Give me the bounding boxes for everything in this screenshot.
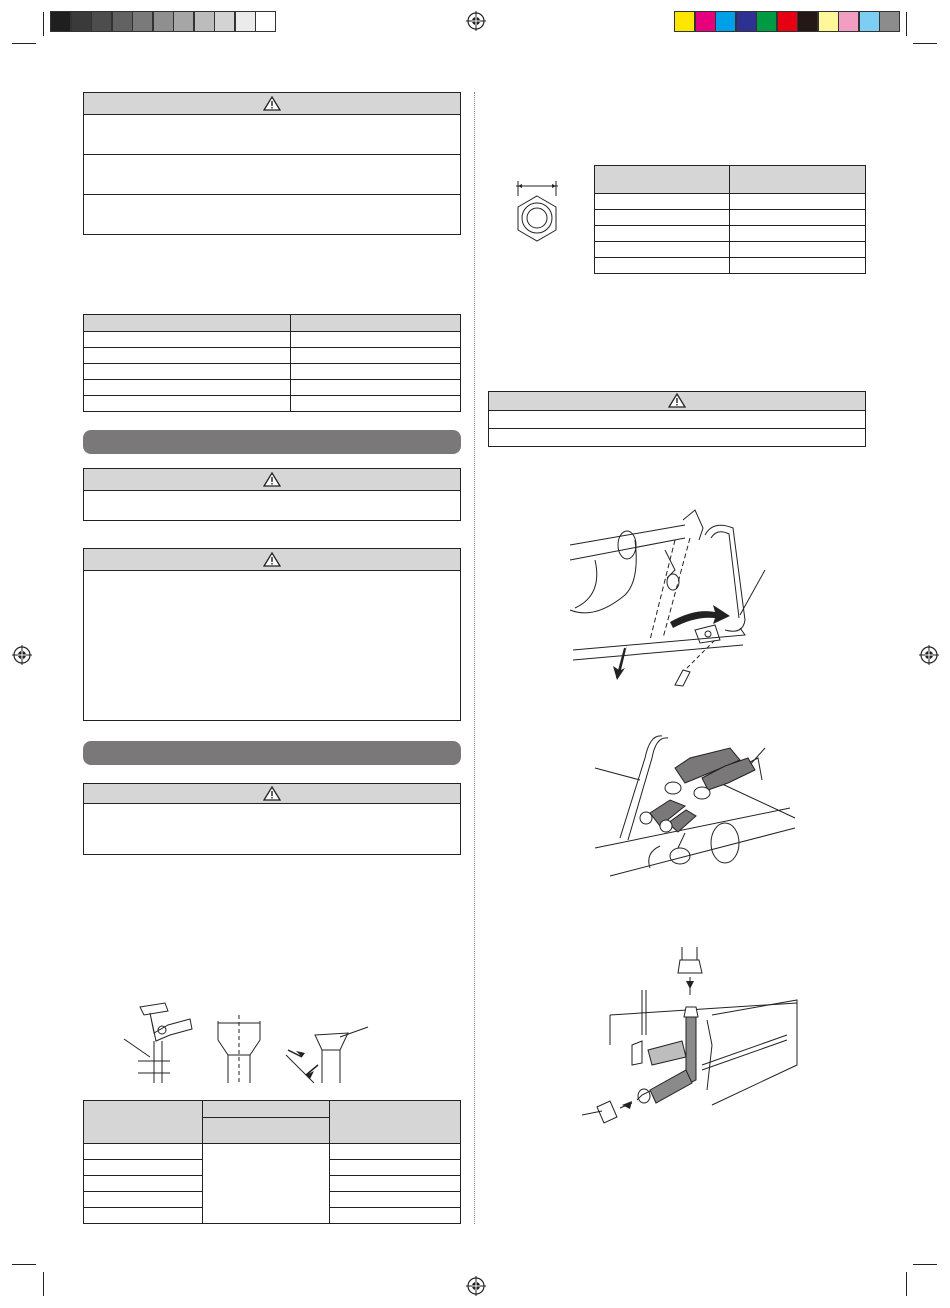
warning-row — [84, 155, 460, 195]
color-swatch — [777, 11, 798, 32]
hex-nut-icon — [508, 178, 566, 248]
gray-swatch — [132, 11, 153, 32]
gray-swatch — [173, 11, 194, 32]
table-cell — [730, 166, 866, 194]
table-cell — [330, 1208, 461, 1224]
registration-mark-icon — [466, 1276, 486, 1296]
color-swatch — [838, 11, 859, 32]
warning-box — [83, 468, 461, 521]
warning-row — [84, 195, 460, 235]
table-cell — [203, 1101, 330, 1118]
color-swatch — [736, 11, 757, 32]
pipe-connection-illustration — [590, 728, 805, 883]
table-cell — [330, 1101, 461, 1144]
color-swatch — [797, 11, 818, 32]
warning-header — [84, 469, 460, 491]
table-cell — [291, 380, 461, 396]
table-cell — [203, 1118, 330, 1144]
table-cell — [84, 364, 291, 380]
crop-mark — [12, 1264, 36, 1265]
table-cell — [291, 396, 461, 412]
warning-row — [489, 429, 865, 447]
warning-row — [84, 115, 460, 155]
table-cell — [291, 332, 461, 348]
crop-mark — [906, 1272, 907, 1296]
gray-swatch — [112, 11, 133, 32]
flare-dimension-table — [83, 1100, 461, 1224]
table-cell — [84, 332, 291, 348]
flare-nut-connection-illustration — [582, 945, 802, 1130]
column-divider — [474, 92, 475, 1224]
warning-box — [83, 92, 461, 235]
color-swatch — [674, 11, 695, 32]
crop-mark — [43, 1272, 44, 1296]
warning-box — [83, 783, 461, 855]
table-cell — [730, 210, 866, 226]
table-cell — [84, 1144, 203, 1160]
unit-bracket-illustration — [565, 500, 775, 690]
warning-box — [83, 548, 461, 721]
registration-mark-icon — [919, 645, 939, 665]
table-cell — [730, 226, 866, 242]
warning-header — [84, 549, 460, 571]
gray-swatch — [71, 11, 92, 32]
spec-table — [83, 314, 461, 412]
table-cell — [203, 1144, 330, 1224]
table-cell — [595, 258, 730, 274]
table-cell — [84, 315, 291, 332]
section-header-bar — [83, 741, 461, 765]
color-swatch — [818, 11, 839, 32]
flare-tool-illustration — [110, 995, 380, 1090]
crop-mark — [12, 43, 36, 44]
warning-header — [489, 392, 865, 411]
table-cell — [84, 396, 291, 412]
crop-mark — [913, 43, 937, 44]
warning-triangle-icon — [263, 472, 281, 487]
table-cell — [595, 242, 730, 258]
crop-mark — [906, 12, 907, 36]
table-cell — [595, 226, 730, 242]
warning-triangle-icon — [263, 96, 281, 111]
table-cell — [730, 194, 866, 210]
table-cell — [84, 1160, 203, 1176]
section-header-bar — [83, 430, 461, 454]
gray-swatch — [50, 11, 71, 32]
table-cell — [330, 1160, 461, 1176]
registration-mark-icon — [12, 645, 32, 665]
warning-triangle-icon — [263, 786, 281, 801]
gray-swatch — [91, 11, 112, 32]
warning-triangle-icon — [668, 393, 686, 408]
table-cell — [84, 1176, 203, 1192]
table-cell — [330, 1144, 461, 1160]
color-swatch — [715, 11, 736, 32]
table-cell — [291, 348, 461, 364]
torque-table — [594, 165, 866, 274]
table-cell — [595, 194, 730, 210]
table-cell — [84, 1101, 203, 1144]
crop-mark — [913, 1264, 937, 1265]
table-cell — [730, 242, 866, 258]
warning-triangle-icon — [263, 552, 281, 567]
table-cell — [330, 1192, 461, 1208]
crop-mark — [43, 12, 44, 36]
table-cell — [84, 1192, 203, 1208]
table-cell — [330, 1176, 461, 1192]
warning-row — [489, 411, 865, 429]
warning-header — [84, 784, 460, 804]
table-cell — [291, 315, 461, 332]
gray-swatch — [214, 11, 235, 32]
table-cell — [84, 380, 291, 396]
color-swatch — [859, 11, 880, 32]
gray-swatch — [235, 11, 256, 32]
warning-header — [84, 93, 460, 115]
gray-swatch — [255, 11, 276, 32]
color-swatch — [879, 11, 900, 32]
color-swatch — [756, 11, 777, 32]
table-cell — [595, 166, 730, 194]
table-cell — [595, 210, 730, 226]
table-cell — [84, 348, 291, 364]
table-cell — [730, 258, 866, 274]
table-cell — [84, 1208, 203, 1224]
registration-mark-icon — [466, 11, 486, 31]
gray-swatch — [153, 11, 174, 32]
color-swatch — [695, 11, 716, 32]
table-cell — [291, 364, 461, 380]
warning-box — [488, 391, 866, 447]
gray-swatch — [194, 11, 215, 32]
